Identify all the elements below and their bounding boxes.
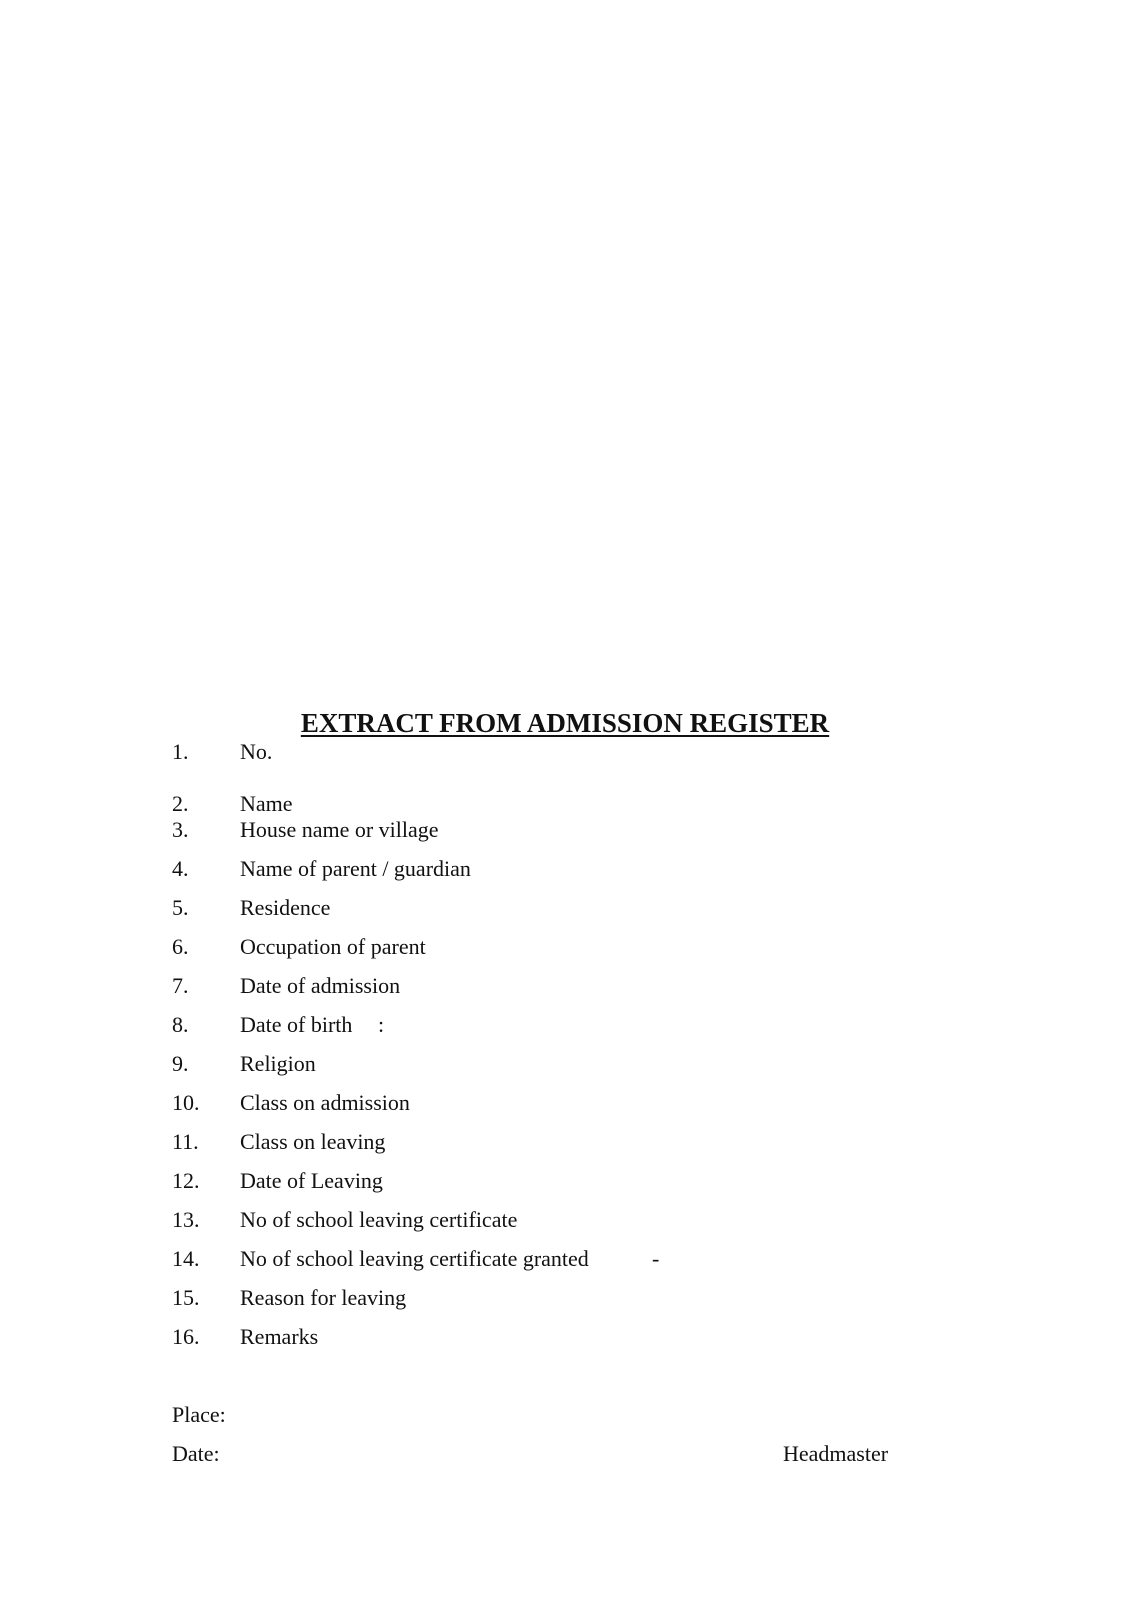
item-number: 7. — [172, 973, 189, 998]
item-label: Class on admission — [240, 1090, 410, 1115]
document-title: EXTRACT FROM ADMISSION REGISTER — [300, 708, 830, 738]
headmaster-signatory: Headmaster — [783, 1441, 889, 1466]
item-label: Remarks — [240, 1324, 319, 1349]
item-label: Class on leaving — [240, 1129, 386, 1154]
item-number: 12. — [172, 1168, 200, 1193]
item-label: Date of admission — [240, 973, 401, 998]
item-label: Religion — [240, 1051, 316, 1076]
item-label: Occupation of parent — [240, 934, 426, 959]
date-label: Date: — [172, 1441, 220, 1466]
item-label: Date of Leaving — [240, 1168, 383, 1193]
item-number: 6. — [172, 934, 189, 959]
item-label: Name of parent / guardian — [240, 856, 471, 881]
item-dash: - — [652, 1246, 660, 1271]
item-label: Date of birth — [240, 1012, 353, 1037]
item-number: 5. — [172, 895, 189, 920]
item-number: 4. — [172, 856, 189, 881]
item-number: 16. — [172, 1324, 200, 1349]
item-number: 15. — [172, 1285, 200, 1310]
item-number: 8. — [172, 1012, 189, 1037]
item-label: No. — [240, 739, 273, 764]
item-number: 10. — [172, 1090, 200, 1115]
item-label: No of school leaving certificate granted — [240, 1246, 589, 1271]
item-number: 14. — [172, 1246, 200, 1271]
item-label: Reason for leaving — [240, 1285, 407, 1310]
place-label: Place: — [172, 1402, 226, 1427]
item-label: Residence — [240, 895, 331, 920]
item-number: 11. — [172, 1129, 199, 1154]
item-number: 13. — [172, 1207, 200, 1232]
item-label: Name — [240, 791, 293, 816]
item-label: House name or village — [240, 817, 439, 842]
item-number: 3. — [172, 817, 189, 842]
item-colon: : — [378, 1012, 385, 1037]
item-label: No of school leaving certificate — [240, 1207, 518, 1232]
item-number: 1. — [172, 739, 189, 764]
item-number: 2. — [172, 791, 189, 816]
item-number: 9. — [172, 1051, 189, 1076]
